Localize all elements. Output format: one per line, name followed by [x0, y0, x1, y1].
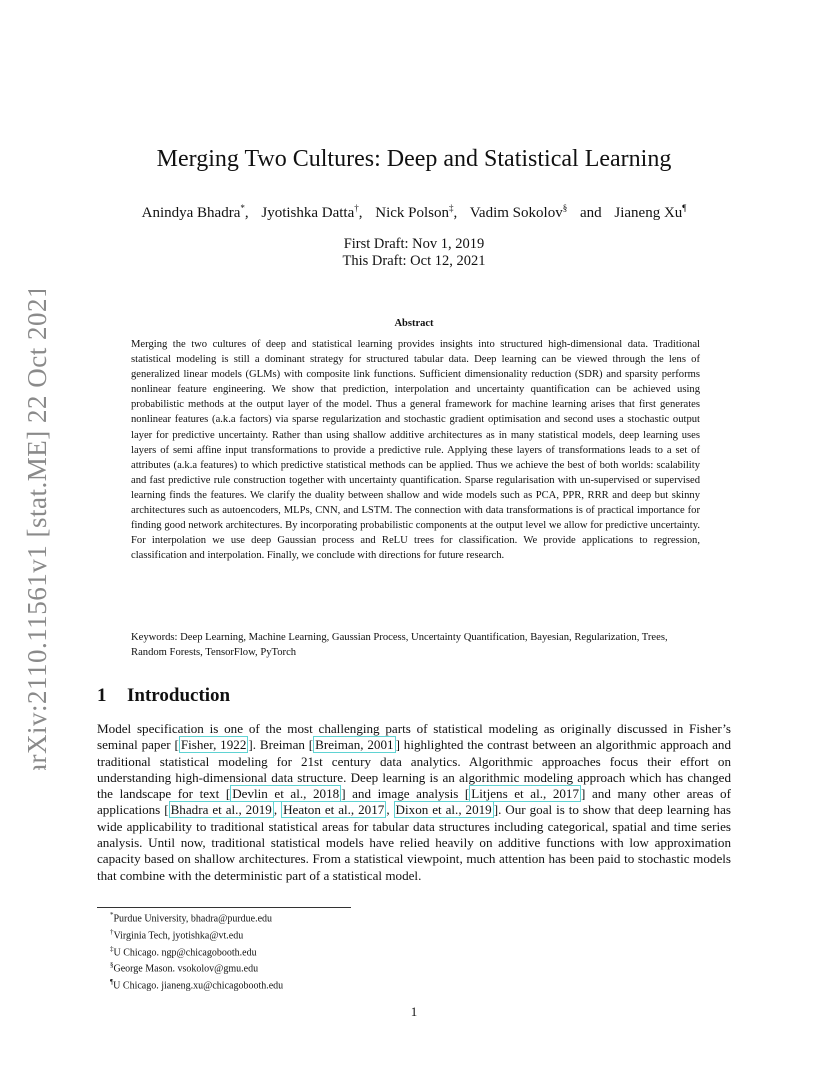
footnote-item	[110, 959, 283, 976]
author-affiliation-mark: ‡	[449, 203, 454, 213]
author-name: Jianeng Xu	[614, 205, 683, 221]
section-heading	[97, 685, 230, 707]
footnote-text: U Chicago. jianeng.xu@chicagobooth.edu	[113, 980, 284, 992]
footnote-mark: †	[110, 927, 114, 936]
author-name: Jyotishka Datta	[261, 205, 355, 221]
body-text-run: ] and image analysis [	[341, 786, 470, 802]
author-name: Vadim Sokolov	[469, 205, 563, 221]
footnotes	[110, 909, 283, 993]
author-name: Nick Polson	[375, 205, 450, 221]
keywords: Keywords: Deep Learning, Machine Learning, Gaussian Process, Uncertainty Quantification, Bayesian, Regularization, Trees, Random Forests, TensorFlow, PyTorch	[131, 632, 668, 658]
footnote-mark: ¶	[110, 978, 114, 987]
body-text-run: Model specification is one of the most challenging parts of statistical modeling as originally discussed in Fisher’s seminal paper [	[97, 721, 731, 753]
citation-link[interactable]: Devlin et al., 2018	[232, 786, 340, 802]
arxiv-identifier-stamp	[14, 290, 58, 770]
author-affiliation-mark: ¶	[682, 203, 687, 213]
author-name: Anindya Bhadra	[141, 205, 241, 221]
footnote-item	[110, 926, 283, 943]
citation-link[interactable]: Heaton et al., 2017	[283, 802, 385, 818]
author-list: Anindya Bhadra*, Jyotishka Datta†, Nick Polson‡, Vadim Sokolov§ and Jianeng Xu¶	[141, 203, 687, 221]
page-number: 1	[410, 1004, 418, 1019]
abstract-heading: Abstract	[394, 318, 434, 329]
body-text-run: ]. Breiman [	[248, 737, 314, 753]
footnote-divider	[97, 907, 351, 908]
body-text-run: ] and many other areas of applications [	[97, 786, 731, 818]
body-text-run: ,	[273, 802, 282, 818]
footnote-text: George Mason. vsokolov@gmu.edu	[113, 963, 259, 975]
citation-link[interactable]: Breiman, 2001	[315, 737, 394, 753]
citation-link[interactable]: Fisher, 1922	[180, 737, 247, 753]
citation-link[interactable]: Dixon et al., 2019	[395, 802, 492, 818]
citation-link[interactable]: Litjens et al., 2017	[471, 786, 580, 802]
body-text-run: ]. Our goal is to show that deep learning has wide applicability to traditional statistical areas for tabular data structures including categorical, spatial and time series analysis. Until now, traditional statistical models have relied heavily on additive functions with low approximation capacity based on shallow architectures. From a statistical viewpoint, much attention has been paid to stochastic models that combine with the deterministic part of a statistical model.	[97, 802, 731, 883]
footnote-mark: *	[110, 911, 114, 919]
paper-title: Merging Two Cultures: Deep and Statistical Learning	[156, 146, 672, 172]
footnote-item	[110, 909, 283, 926]
citation-link[interactable]: Bhadra et al., 2019	[170, 802, 272, 818]
footnote-text: U Chicago. ngp@chicagobooth.edu	[113, 946, 257, 958]
footnote-text: Purdue University, bhadra@purdue.edu	[113, 913, 273, 925]
footnote-item	[110, 943, 283, 960]
footnote-text: Virginia Tech, jyotishka@vt.edu	[113, 930, 244, 942]
this-draft-date: This Draft: Oct 12, 2021	[342, 253, 486, 269]
author-affiliation-mark: †	[354, 203, 359, 213]
arxiv-identifier-text: arXiv:2110.11561v1 [stat.ME] 22 Oct 2021	[22, 290, 52, 770]
footnote-mark: §	[110, 961, 114, 970]
author-affiliation-mark: *	[240, 203, 245, 213]
author-affiliation-mark: §	[562, 203, 568, 213]
section-title: Introduction	[127, 685, 231, 706]
abstract-text: Merging the two cultures of deep and statistical learning provides insights into structured high-dimensional data. Traditional statistical modeling is still a dominant strategy for structured tabular data. Deep learning can be viewed through the lens of generalized linear models (GLMs) with composite link functions. Sufficient dimensionality reduction (SDR) and sparsity performs nonlinear feature engineering. We show that prediction, interpolation and uncertainty quantification can be achieved using probabilistic methods at the output layer of the model. Thus a general framework for machine learning arises that first generates nonlinear features (a.k.a factors) via sparse regularization and stochastic gradient optimisation and second uses a stochastic output layer for predictive uncertainty. Rather than using shallow additive architectures as in many statistical models, deep learning uses layers of semi affine input transformations to provide a predictive rule. Applying these layers of transformations leads to a set of attributes (a.k.a features) to which predictive statistical methods can be applied. Thus we achieve the best of both worlds: scalability and fast predictive rule construction together with uncertainty quantification. Sparse regularisation with un-supervised or supervised learning finds the features. We clarify the duality between shallow and wide models such as PCA, PPR, RRR and deep but skinny architectures such as autoencoders, MLPs, CNN, and LSTM. The connection with data transformations is of practical importance for finding good network architectures. By incorporating probabilistic components at the output level we allow for predictive uncertainty. For interpolation we use deep Gaussian process and ReLU trees for classification. We provide applications to regression, classification and interpolation. Finally, we conclude with directions for future research.	[131, 339, 700, 562]
body-text-run: ] highlighted the contrast between an algorithmic approach and traditional statistical modeling for 21st century data analytics. Algorithmic approaches focus their effort on understanding high-dimensional data structure. Deep learning is an algorithmic modeling approach which has changed the landscape for text [	[97, 737, 731, 802]
introduction-paragraph	[97, 721, 731, 884]
first-draft-date: First Draft: Nov 1, 2019	[343, 236, 485, 252]
draft-dates	[0, 236, 828, 270]
footnote-item	[110, 976, 283, 993]
footnote-mark: ‡	[110, 944, 114, 953]
body-text-run: ,	[386, 802, 394, 818]
section-number: 1	[97, 685, 107, 706]
and-word: and	[579, 205, 602, 221]
